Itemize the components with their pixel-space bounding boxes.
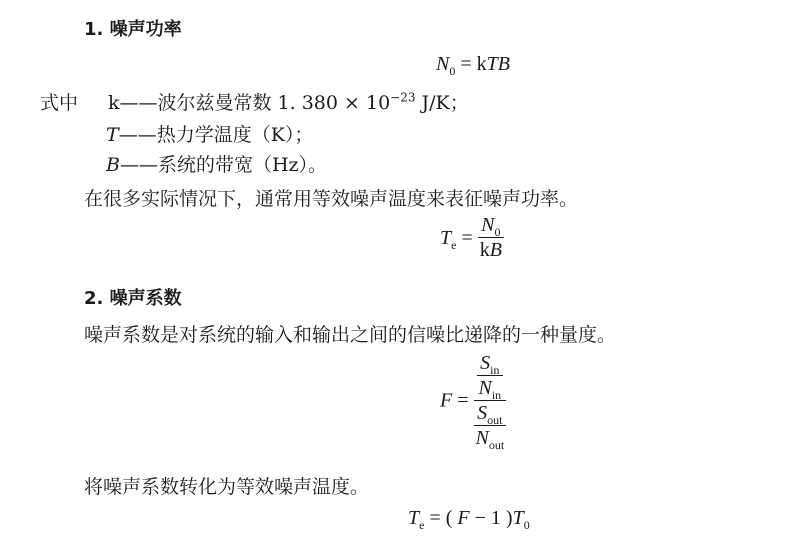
formula-equivalent-temperature	[440, 214, 504, 261]
open-paren: (	[445, 507, 458, 529]
numerator: $N_0$	[481, 214, 501, 239]
equals-sign: =	[456, 226, 478, 249]
input-snr-fraction: $\frac{S_{in}}{N_{in}}$	[478, 352, 502, 402]
subscript: e	[419, 518, 425, 532]
def-dash: ——	[118, 124, 157, 146]
def-dash: ——	[119, 92, 158, 114]
definition-k	[108, 90, 469, 116]
formula-temperature-from-figure	[408, 506, 530, 530]
paragraph-convert: 将噪声系数转化为等效噪声温度。	[84, 476, 370, 498]
fraction-bar	[477, 375, 504, 376]
fraction-bar	[478, 237, 504, 238]
paragraph-noise-figure: 噪声系数是对系统的输入和输出之间的信噪比递降的一种量度。	[84, 324, 617, 346]
def-text: 系统的带宽（Hz）。	[157, 154, 328, 176]
def-symbol: B	[106, 154, 120, 176]
section-heading-noise-figure: 2. 噪声系数	[84, 288, 182, 309]
formula-noise-figure	[440, 352, 506, 452]
symbol-F: F	[440, 389, 453, 412]
def-dash: ——	[119, 154, 158, 176]
equals-sign: =	[452, 389, 474, 412]
section-heading-noise-power: 1. 噪声功率	[84, 19, 182, 40]
symbol-N: N	[436, 53, 450, 75]
def-exponent: −23	[390, 90, 416, 105]
symbol-T: T	[408, 507, 420, 529]
symbol-k: k	[476, 53, 487, 75]
subscript: 0	[523, 518, 530, 532]
symbol-TB: TB	[486, 53, 510, 75]
subscript: e	[451, 237, 457, 252]
def-text: 波尔兹曼常数 1. 380 × 10	[157, 92, 391, 114]
def-unit: J/K；	[415, 92, 469, 114]
fraction	[478, 214, 504, 261]
cropped-previous-line	[0, 0, 799, 4]
paragraph-equivalent-temperature: 在很多实际情况下，通常用等效噪声温度来表征噪声功率。	[84, 188, 579, 210]
where-label: 式中	[40, 92, 79, 114]
equals-sign: =	[424, 507, 446, 529]
symbol-T: T	[440, 226, 452, 249]
def-symbol: T	[106, 124, 119, 146]
compound-fraction	[474, 352, 507, 452]
fraction-bar	[474, 425, 507, 426]
def-symbol: k	[108, 92, 120, 114]
symbol-T0: T	[512, 507, 524, 529]
symbol-F: F	[457, 507, 470, 529]
equals-sign: =	[455, 53, 477, 75]
minus-one-close: − 1 )	[469, 507, 513, 529]
definition-B	[106, 152, 327, 178]
definition-T	[106, 122, 313, 148]
denominator: kB	[479, 239, 502, 261]
def-text: 热力学温度（K）；	[156, 124, 314, 146]
formula-noise-power	[436, 52, 510, 76]
output-snr-fraction: $\frac{S_{out}}{N_{out}}$	[475, 402, 505, 452]
main-fraction-bar	[474, 400, 507, 401]
subscript: 0	[449, 64, 456, 78]
